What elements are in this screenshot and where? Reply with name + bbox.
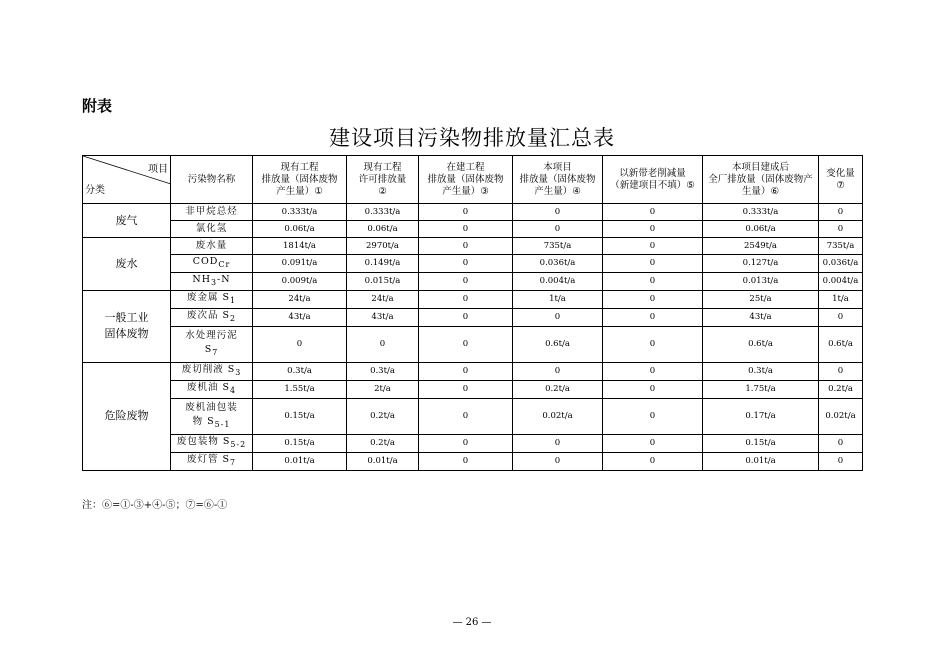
pollutant-name: 水处理污泥 $S_7$ — [171, 326, 253, 362]
cell-value: 24t/a — [347, 290, 419, 308]
cell-value: 0.06t/a — [347, 221, 419, 238]
cell-value: 0.015t/a — [347, 272, 419, 290]
cell-value: 0 — [819, 204, 863, 221]
category-solid-waste: 一般工业 固体废物 — [83, 290, 171, 362]
cell-value: 0 — [513, 221, 603, 238]
header-under-construction: 在建工程 排放量（固体废物 产生量）③ — [419, 156, 513, 204]
cell-value: 0 — [603, 434, 703, 452]
cell-value: 0.004t/a — [819, 272, 863, 290]
cell-value: 0 — [513, 362, 603, 380]
cell-value: 0 — [419, 326, 513, 362]
pollutant-name: 非甲烷总烃 — [171, 204, 253, 221]
cell-value: 0.333t/a — [703, 204, 819, 221]
cell-value: 2549t/a — [703, 238, 819, 255]
cell-value: 0.15t/a — [253, 434, 347, 452]
cell-value: 0.2t/a — [347, 434, 419, 452]
header-pollutant-name: 污染物名称 — [171, 156, 253, 204]
cell-value: 0 — [603, 255, 703, 273]
cell-value: 0 — [603, 308, 703, 326]
table-row — [83, 308, 863, 326]
cell-value: 2t/a — [347, 380, 419, 398]
cell-value: 0.06t/a — [703, 221, 819, 238]
table-row — [83, 326, 863, 362]
cell-value: 0 — [419, 221, 513, 238]
cell-value: 0 — [419, 290, 513, 308]
cell-value: 0.333t/a — [253, 204, 347, 221]
cell-value: 0.15t/a — [253, 398, 347, 434]
cell-value: 1t/a — [819, 290, 863, 308]
cell-value: 0 — [603, 452, 703, 470]
header-row — [83, 156, 863, 204]
pollutant-name: 废机油 $S_4$ — [171, 380, 253, 398]
cell-value: 0.149t/a — [347, 255, 419, 273]
pollutant-name: 废切削液 $S_3$ — [171, 362, 253, 380]
cell-value: 0 — [419, 452, 513, 470]
cell-value: 0.01t/a — [703, 452, 819, 470]
table-row — [83, 398, 863, 434]
cell-value: 0 — [419, 255, 513, 273]
cell-value: 0 — [419, 204, 513, 221]
cell-value: 43t/a — [347, 308, 419, 326]
cell-value: 0.333t/a — [347, 204, 419, 221]
page-number: — 26 — — [452, 617, 492, 628]
cell-value: 43t/a — [253, 308, 347, 326]
cell-value: 0.127t/a — [703, 255, 819, 273]
cell-value: 0 — [419, 398, 513, 434]
cell-value: 0.01t/a — [347, 452, 419, 470]
cell-value: 1.55t/a — [253, 380, 347, 398]
cell-value: 0 — [419, 272, 513, 290]
table-note: 注：⑥=①-③+④-⑤；⑦=⑥-① — [82, 500, 228, 511]
table-row — [83, 272, 863, 290]
cell-value: 0 — [819, 308, 863, 326]
cell-value: 735t/a — [513, 238, 603, 255]
cell-value: 0.06t/a — [253, 221, 347, 238]
cell-value: 24t/a — [253, 290, 347, 308]
table-row — [83, 290, 863, 308]
cell-value: 0.036t/a — [819, 255, 863, 273]
cell-value: 0 — [819, 362, 863, 380]
pollutant-name: 废金属 $S_1$ — [171, 290, 253, 308]
table-row — [83, 238, 863, 255]
cell-value: 0 — [253, 326, 347, 362]
appendix-label: 附表 — [82, 97, 113, 115]
cell-value: 0.15t/a — [703, 434, 819, 452]
cell-value: 1814t/a — [253, 238, 347, 255]
table-row — [83, 434, 863, 452]
cell-value: 0 — [603, 272, 703, 290]
cell-value: 0.3t/a — [253, 362, 347, 380]
cell-value: 0 — [603, 238, 703, 255]
cell-value: 0 — [819, 452, 863, 470]
header-corner-cell — [83, 156, 171, 204]
cell-value: 0.3t/a — [347, 362, 419, 380]
cell-value: 0 — [347, 326, 419, 362]
cell-value: 0 — [513, 452, 603, 470]
category-water: 废水 — [83, 238, 171, 291]
cell-value: 0.004t/a — [513, 272, 603, 290]
cell-value: 0.02t/a — [819, 398, 863, 434]
pollutant-name: 废灯管 $S_7$ — [171, 452, 253, 470]
pollutant-name: $COD_{Cr}$ — [171, 255, 253, 273]
pollutant-name: 废机油包装 物 $S_{5-1}$ — [171, 398, 253, 434]
cell-value: 0 — [603, 362, 703, 380]
table-row — [83, 362, 863, 380]
cell-value: 0 — [603, 290, 703, 308]
pollutant-summary-table — [82, 155, 863, 471]
cell-value: 0 — [419, 308, 513, 326]
cell-value: 25t/a — [703, 290, 819, 308]
cell-value: 0 — [603, 380, 703, 398]
cell-value: 0 — [419, 362, 513, 380]
cell-value: 0.2t/a — [819, 380, 863, 398]
cell-value: 0.17t/a — [703, 398, 819, 434]
table-row — [83, 380, 863, 398]
cell-value: 2970t/a — [347, 238, 419, 255]
cell-value: 0.02t/a — [513, 398, 603, 434]
table-row — [83, 452, 863, 470]
header-plant-total: 本项目建成后 全厂排放量（固体废物产 生量）⑥ — [703, 156, 819, 204]
cell-value: 0.013t/a — [703, 272, 819, 290]
table-title: 建设项目污染物排放量汇总表 — [329, 126, 615, 150]
cell-value: 0 — [603, 221, 703, 238]
cell-value: 0.6t/a — [513, 326, 603, 362]
cell-value: 735t/a — [819, 238, 863, 255]
header-category-label: 分类 — [85, 185, 105, 196]
cell-value: 0.2t/a — [513, 380, 603, 398]
header-this-project: 本项目 排放量（固体废物 产生量）④ — [513, 156, 603, 204]
pollutant-name: 氯化氢 — [171, 221, 253, 238]
cell-value: 0.3t/a — [703, 362, 819, 380]
header-existing-emission: 现有工程 排放量（固体废物 产生量）① — [253, 156, 347, 204]
pollutant-name: 废包装物 $S_{5-2}$ — [171, 434, 253, 452]
cell-value: 0 — [513, 308, 603, 326]
table-row — [83, 221, 863, 238]
cell-value: 0 — [513, 204, 603, 221]
category-hazardous-waste: 危险废物 — [83, 362, 171, 470]
cell-value: 0 — [419, 434, 513, 452]
pollutant-name: 废水量 — [171, 238, 253, 255]
cell-value: 0.6t/a — [819, 326, 863, 362]
cell-value: 0 — [513, 434, 603, 452]
header-reduction: 以新带老削减量 （新建项目不填）⑤ — [603, 156, 703, 204]
cell-value: 1.75t/a — [703, 380, 819, 398]
cell-value: 0.036t/a — [513, 255, 603, 273]
cell-value: 1t/a — [513, 290, 603, 308]
cell-value: 0.2t/a — [347, 398, 419, 434]
header-change: 变化量 ⑦ — [819, 156, 863, 204]
cell-value: 0 — [603, 326, 703, 362]
table-row — [83, 204, 863, 221]
cell-value: 0 — [419, 238, 513, 255]
cell-value: 0 — [603, 204, 703, 221]
cell-value: 0 — [603, 398, 703, 434]
header-project-label: 项目 — [148, 164, 168, 175]
cell-value: 0 — [419, 380, 513, 398]
pollutant-name: 废次品 $S_2$ — [171, 308, 253, 326]
table-row — [83, 255, 863, 273]
header-existing-permit: 现有工程 许可排放量 ② — [347, 156, 419, 204]
cell-value: 43t/a — [703, 308, 819, 326]
pollutant-name: $NH_3-N$ — [171, 272, 253, 290]
cell-value: 0.01t/a — [253, 452, 347, 470]
cell-value: 0 — [819, 221, 863, 238]
cell-value: 0.009t/a — [253, 272, 347, 290]
cell-value: 0.6t/a — [703, 326, 819, 362]
cell-value: 0.091t/a — [253, 255, 347, 273]
cell-value: 0 — [819, 434, 863, 452]
category-gas: 废气 — [83, 204, 171, 238]
